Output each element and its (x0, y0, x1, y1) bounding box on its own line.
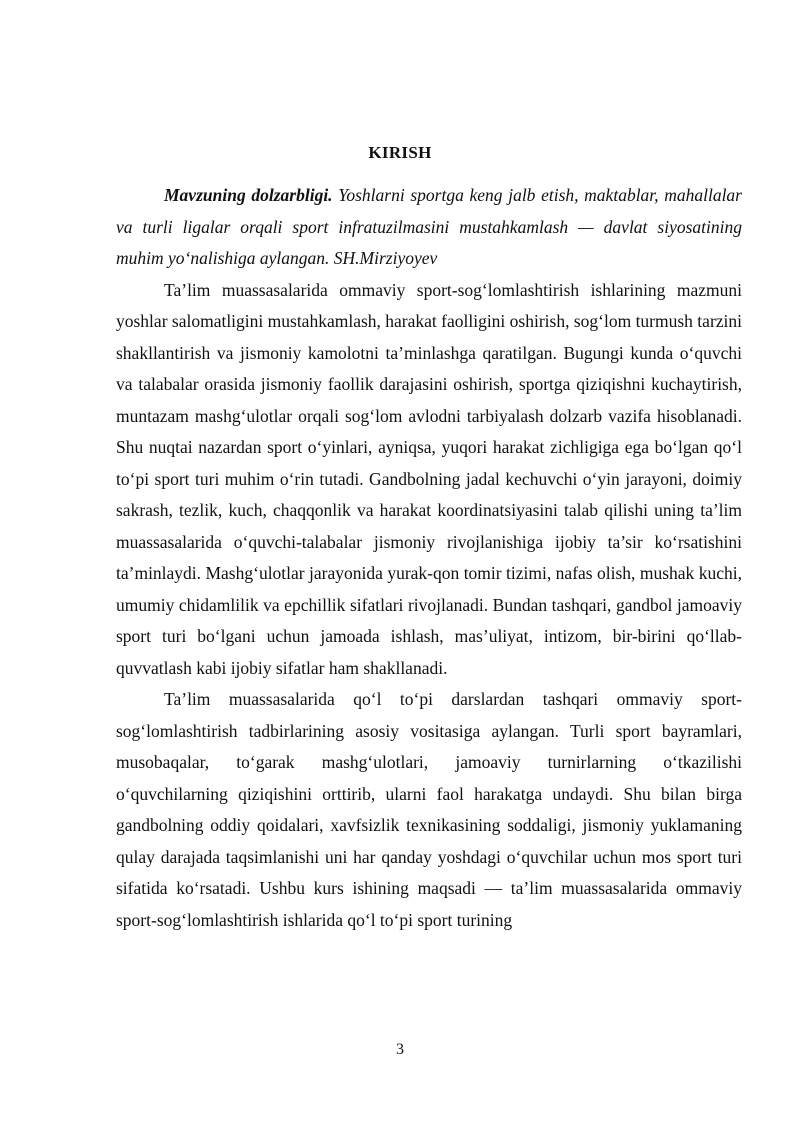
section-heading: KIRISH (368, 143, 432, 162)
epigraph-text: Yoshlarni sportga keng jalb etish, maktablar, mahallalar va turli ligalar orqali sport infratuzilmasini mustahkamlash — davlat siyosatining muhim yo‘nalishiga aylangan. SH.Mirziyoyev (116, 185, 742, 268)
page-number: 3 (396, 1041, 404, 1058)
epigraph-lead: Mavzuning dolzarbligi. (164, 185, 333, 205)
body-text (116, 180, 742, 936)
epigraph-paragraph (116, 180, 742, 275)
body-paragraph-1: Ta’lim muassasalarida ommaviy sport-sog‘lomlashtirish ishlarining mazmuni yoshlar salomatligini mustahkamlash, harakat faolligini oshirish, sog‘lom turmush tarzini shakllantirish va jismoniy kamolotni ta’minlashga qaratilgan. Bugungi kunda o‘quvchi va talabalar orasida jismoniy faollik darajasini oshirish, sportga qiziqishni kuchaytirish, muntazam mashg‘ulotlar orqali sog‘lom avlodni tarbiyalash dolzarb vazifa hisoblanadi. Shu nuqtai nazardan sport o‘yinlari, ayniqsa, yuqori harakat zichligiga ega bo‘lgan qo‘l to‘pi sport turi muhim o‘rin tutadi. Gandbolning jadal kechuvchi o‘yin jarayoni, doimiy sakrash, tezlik, kuch, chaqqonlik va harakat koordinatsiyasini talab qilishi uning ta’lim muassasalarida o‘quvchi-talabalar jismoniy rivojlanishiga ijobiy ta’sir ko‘rsatishini ta’minlaydi. Mashg‘ulotlar jarayonida yurak-qon tomir tizimi, nafas olish, mushak kuchi, umumiy chidamlilik va epchillik sifatlari rivojlanadi. Bundan tashqari, gandbol jamoaviy sport turi bo‘lgani uchun jamoada ishlash, mas’uliyat, intizom, bir-birini qo‘llab-quvvatlash kabi ijobiy sifatlar ham shakllanadi. (116, 279, 743, 678)
body-paragraph-2: Ta’lim muassasalarida qo‘l to‘pi darslardan tashqari ommaviy sport-sog‘lomlashtirish tadbirlarining asosiy vositasiga aylangan. Turli sport bayramlari, musobaqalar, to‘garak mashg‘ulotlari, jamoaviy turnirlarning o‘tkazilishi o‘quvchilarning qiziqishini orttirib, ularni faol harakatga undaydi. Shu bilan birga gandbolning oddiy qoidalari, xavfsizlik texnikasining soddaligi, jismoniy yuklamaning qulay darajada taqsimlanishi uni har qanday yoshdagi o‘quvchilar uchun mos sport turi sifatida ko‘rsatadi. Ushbu kurs ishining maqsadi — ta’lim muassasalarida ommaviy sport-sog‘lomlashtirish ishlarida qo‘l to‘pi sport turining (116, 689, 742, 930)
